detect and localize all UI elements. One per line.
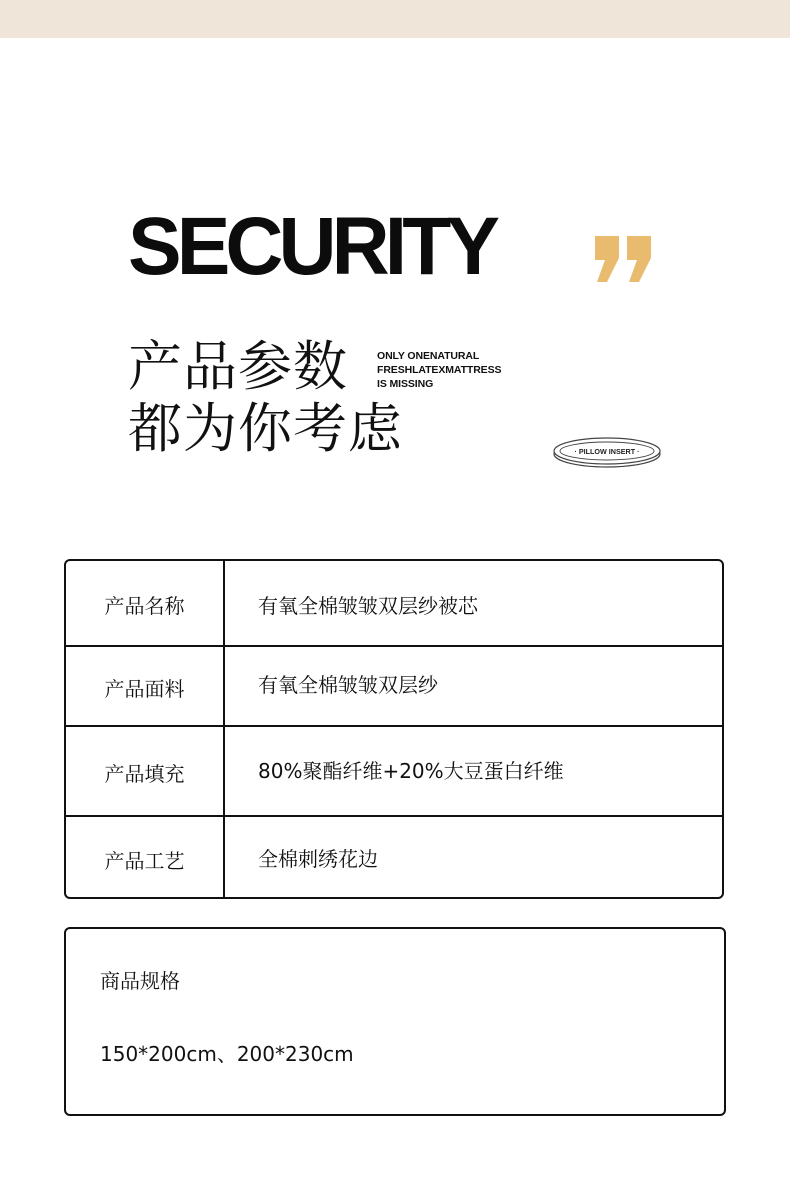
page-title	[128, 336, 403, 460]
quote-icon	[593, 234, 655, 286]
note-line-1: ONLY ONENATURAL	[377, 350, 480, 362]
size-title: 商品规格	[100, 969, 180, 993]
pillow-insert-badge	[551, 436, 663, 470]
spec-table	[64, 559, 724, 899]
size-value: 150*200cm、200*230cm	[100, 1042, 354, 1066]
spec-row-filling	[66, 725, 722, 817]
title-line-2: 都为你考虑	[128, 397, 403, 460]
spec-value: 有氧全棉皱皱双层纱	[258, 672, 438, 697]
spec-label: 产品填充	[66, 727, 225, 817]
size-box	[64, 927, 726, 1116]
spec-value: 全棉刺绣花边	[258, 846, 378, 871]
spec-label: 产品名称	[66, 561, 225, 647]
note-line-3: IS MISSING	[377, 378, 434, 390]
spec-value: 80%聚酯纤维+20%大豆蛋白纤维	[258, 758, 564, 783]
badge-text: · PILLOW INSERT ·	[574, 447, 640, 456]
spec-label: 产品工艺	[66, 817, 225, 899]
title-line-1: 产品参数	[128, 335, 348, 398]
spec-row-fabric	[66, 645, 722, 727]
note-line-2: FRESHLATEXMATTRESS	[377, 364, 502, 376]
spec-label: 产品面料	[66, 647, 225, 727]
spec-row-craft	[66, 815, 722, 899]
headline: SECURITY	[128, 201, 496, 292]
spec-row-name	[66, 561, 722, 647]
spec-value: 有氧全棉皱皱双层纱被芯	[258, 593, 478, 618]
top-band	[0, 0, 790, 38]
english-note	[377, 349, 501, 391]
